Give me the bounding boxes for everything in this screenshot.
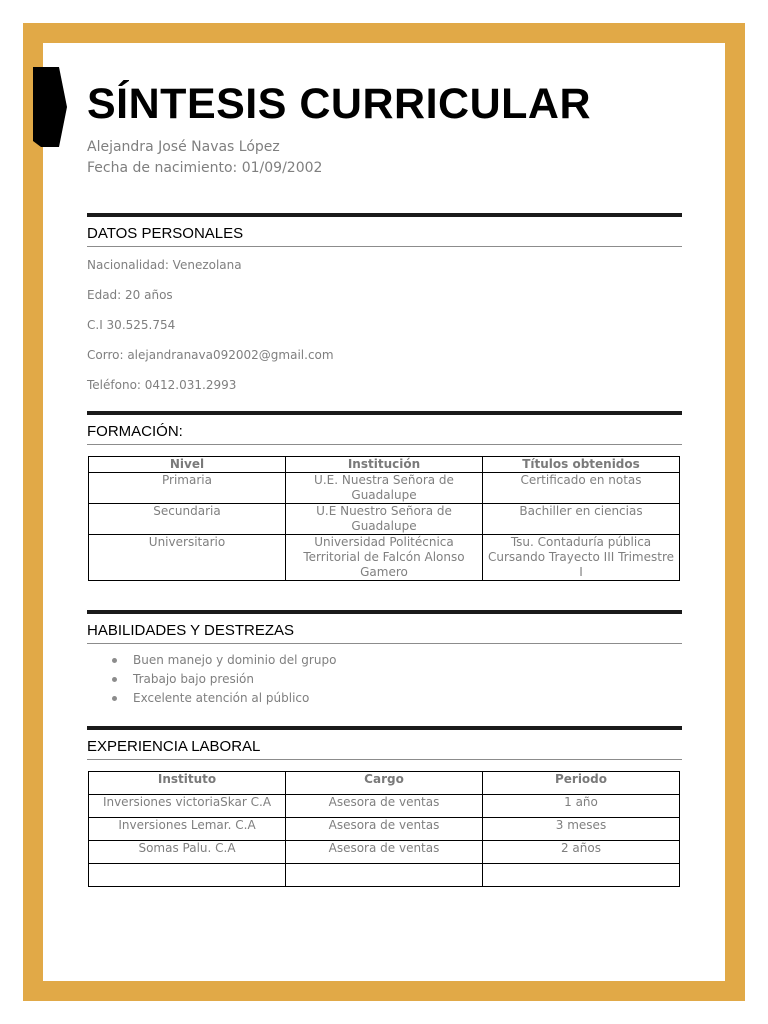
birth-date: Fecha de nacimiento: 01/09/2002 [87, 160, 323, 176]
section-title: HABILIDADES Y DESTREZAS [87, 622, 295, 639]
table-cell: 3 meses [483, 818, 680, 841]
bullet-icon [112, 696, 117, 701]
table-header-row [89, 457, 680, 473]
section-header [87, 610, 682, 644]
table-cell: 2 años [483, 841, 680, 864]
column-header: Cargo [286, 772, 483, 795]
age-line: Edad: 20 años [87, 288, 173, 302]
table-cell: Asesora de ventas [286, 818, 483, 841]
column-header: Institución [286, 457, 483, 473]
table-cell [286, 864, 483, 887]
list-item [87, 652, 336, 671]
table-cell: Inversiones victoriaSkar C.A [89, 795, 286, 818]
table-cell [89, 864, 286, 887]
section-header [87, 213, 682, 247]
table-cell: Universidad Politécnica Territorial de Falcón Alonso Gamero [286, 535, 483, 581]
section-datos-personales [87, 213, 682, 392]
email-line: Corro: alejandranava092002@gmail.com [87, 348, 334, 362]
table-cell: 1 año [483, 795, 680, 818]
table-row [89, 818, 680, 841]
table-cell: Asesora de ventas [286, 795, 483, 818]
table-cell: Certificado en notas [483, 473, 680, 504]
nationality-line: Nacionalidad: Venezolana [87, 258, 242, 272]
bookmark-tab-icon [33, 67, 67, 147]
table-cell: Universitario [89, 535, 286, 581]
table-cell: Inversiones Lemar. C.A [89, 818, 286, 841]
table-cell: Secundaria [89, 504, 286, 535]
section-title: EXPERIENCIA LABORAL [87, 738, 261, 755]
column-header: Instituto [89, 772, 286, 795]
table-row [89, 841, 680, 864]
phone-line: Teléfono: 0412.031.2993 [87, 378, 237, 392]
section-habilidades [87, 610, 682, 705]
skill-text: Excelente atención al público [133, 691, 310, 705]
table-cell [483, 864, 680, 887]
section-header [87, 726, 682, 760]
table-header-row [89, 772, 680, 795]
id-number-line: C.I 30.525.754 [87, 318, 176, 332]
page-title: SÍNTESIS CURRICULAR [87, 80, 592, 128]
table-row [89, 504, 680, 535]
table-cell: Primaria [89, 473, 286, 504]
bullet-icon [112, 677, 117, 682]
table-row [89, 473, 680, 504]
table-cell: Somas Palu. C.A [89, 841, 286, 864]
table-cell: Asesora de ventas [286, 841, 483, 864]
skill-text: Buen manejo y dominio del grupo [133, 653, 337, 667]
section-experiencia [87, 726, 682, 760]
skills-list [87, 652, 336, 709]
section-header [87, 411, 682, 445]
formacion-table [88, 456, 680, 581]
table-row [89, 535, 680, 581]
applicant-name: Alejandra José Navas López [87, 139, 280, 155]
list-item [87, 690, 336, 709]
table-row [89, 795, 680, 818]
column-header: Títulos obtenidos [483, 457, 680, 473]
table-cell: U.E. Nuestra Señora de Guadalupe [286, 473, 483, 504]
section-title: FORMACIÓN: [87, 423, 183, 440]
experiencia-table [88, 771, 680, 887]
table-cell: Tsu. Contaduría pública Cursando Trayecto III Trimestre I [483, 535, 680, 581]
section-title: DATOS PERSONALES [87, 225, 244, 242]
column-header: Nivel [89, 457, 286, 473]
table-cell: Bachiller en ciencias [483, 504, 680, 535]
skill-text: Trabajo bajo presión [133, 672, 254, 686]
table-cell: U.E Nuestro Señora de Guadalupe [286, 504, 483, 535]
section-formacion [87, 411, 682, 445]
list-item [87, 671, 336, 690]
column-header: Periodo [483, 772, 680, 795]
table-row [89, 864, 680, 887]
bullet-icon [112, 658, 117, 663]
